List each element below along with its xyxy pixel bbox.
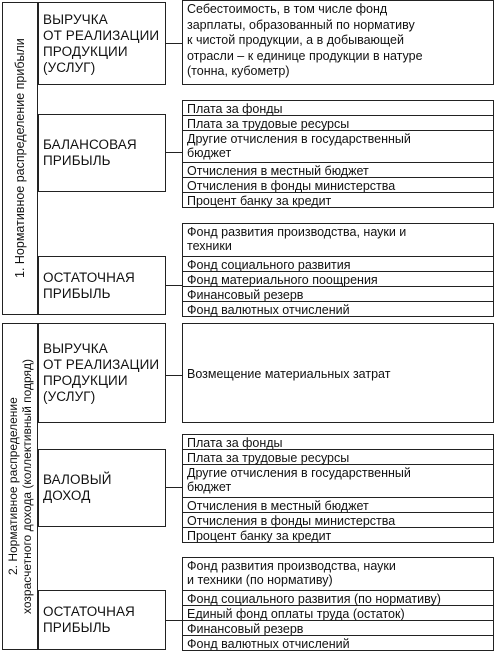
section-1-item: Фонд развития производства, науки и техники [182,223,494,257]
section-1-balance-profit-box: БАЛАНСОВАЯ ПРИБЫЛЬ [38,114,166,192]
connector-line [166,285,182,286]
section-2-item: Финансовый резерв [182,620,494,636]
section-1-item: Другие отчисления в государственный бюджет [182,130,494,163]
section-1-item: Плата за трудовые ресурсы [182,115,494,131]
section-2-item: Фонд социального развития (по нормативу) [182,590,494,606]
section-2-item: Плата за трудовые ресурсы [182,449,494,465]
connector-line [166,487,182,488]
section-2-item: Фонд валютных отчислений [182,635,494,651]
section-2-item: Отчисления в местный бюджет [182,497,494,513]
section-2-item: Процент банку за кредит [182,527,494,543]
section-1-item: Фонд валютных отчислений [182,301,494,317]
section-2-material-costs-cell: Возмещение материальных затрат [182,323,494,423]
section-1-revenue-box: ВЫРУЧКА ОТ РЕАЛИЗАЦИИ ПРОДУКЦИИ (УСЛУГ) [38,2,166,85]
section-1-item: Фонд материального поощрения [182,271,494,287]
connector-line [166,620,182,621]
section-2-item: Отчисления в фонды министерства [182,512,494,528]
section-2-gross-income-box: ВАЛОВЫЙ ДОХОД [38,449,166,527]
section-1-item: Процент банку за кредит [182,192,494,208]
section-2-residual-profit-box: ОСТАТОЧНАЯ ПРИБЫЛЬ [38,590,166,650]
section-2-item: Единый фонд оплаты труда (остаток) [182,605,494,621]
section-2-item: Плата за фонды [182,434,494,450]
section-1-item: Плата за фонды [182,100,494,116]
section-1-item: Финансовый резерв [182,286,494,302]
connector-line [166,152,182,153]
section-1-item: Отчисления в местный бюджет [182,162,494,178]
connector-line [166,375,182,376]
connector-line [166,43,182,44]
section-1-item: Отчисления в фонды министерства [182,177,494,193]
section-2-revenue-box: ВЫРУЧКА ОТ РЕАЛИЗАЦИИ ПРОДУКЦИИ (УСЛУГ) [38,323,166,423]
section-1-label: 1. Нормативное распределение прибыли [2,2,38,315]
section-2-item: Фонд развития производства, науки и техники (по нормативу) [182,557,494,591]
section-1-residual-profit-box: ОСТАТОЧНАЯ ПРИБЫЛЬ [38,256,166,315]
section-1-item: Фонд социального развития [182,256,494,272]
section-1-cost-cell: Себестоимость, в том числе фонд зарплаты, образованный по нормативу к чистой продукции, а в добывающей отрасли – к единице продукции в натуре (тонна, кубометр) [182,0,494,85]
section-2-label: 2. Нормативное распределение хозрасчетного дохода (коллективный подряд) [2,323,38,650]
section-2-item: Другие отчисления в государственный бюджет [182,464,494,498]
